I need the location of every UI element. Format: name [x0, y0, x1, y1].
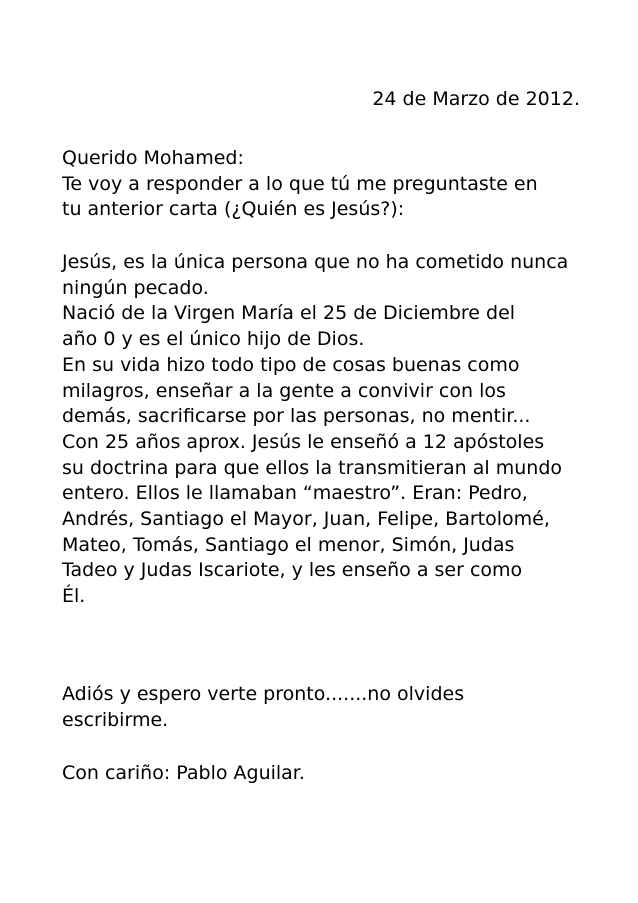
letter-date: 24 de Marzo de 2012. [372, 88, 580, 110]
greeting-line: Querido Mohamed: [62, 147, 244, 169]
body-line: Con 25 años aprox. Jesús le enseñó a 12 apóstoles [62, 430, 545, 453]
body-line: Tadeo y Judas Iscariote, y les enseño a ser como [62, 559, 523, 582]
greeting-paragraph [62, 146, 582, 223]
body-line: año 0 y es el único hijo de Dios. [62, 328, 365, 351]
body-line: demás, sacrificarse por las personas, no mentir... [62, 405, 531, 428]
main-paragraph [62, 250, 582, 610]
greeting-line: tu anterior carta (¿Quién es Jesús?): [62, 198, 405, 220]
body-line: Nació de la Virgen María el 25 de Diciembre del [62, 302, 516, 325]
body-line: Mateo, Tomás, Santiago el menor, Simón, Judas [62, 533, 515, 556]
greeting-line: Te voy a responder a lo que tú me preguntaste en [62, 172, 538, 195]
body-line: Él. [62, 585, 86, 608]
body-line: Jesús, es la única persona que no ha cometido nunca [62, 251, 569, 273]
body-line: Andrés, Santiago el Mayor, Juan, Felipe, Bartolomé, [62, 508, 550, 531]
body-line: ningún pecado. [62, 276, 209, 299]
body-line: su doctrina para que ellos la transmitieran al mundo [62, 456, 563, 479]
signoff-line: Con cariño: Pablo Aguilar. [62, 762, 305, 784]
signoff-paragraph [62, 761, 582, 787]
body-line: En su vida hizo todo tipo de cosas buenas como [62, 353, 520, 376]
body-line: entero. Ellos le llamaban “maestro”. Eran: Pedro, [62, 482, 528, 505]
farewell-paragraph [62, 682, 582, 733]
farewell-line: escribirme. [62, 708, 169, 731]
farewell-line: Adiós y espero verte pronto.......no olvides [62, 683, 465, 705]
body-line: milagros, enseñar a la gente a convivir con los [62, 379, 506, 402]
